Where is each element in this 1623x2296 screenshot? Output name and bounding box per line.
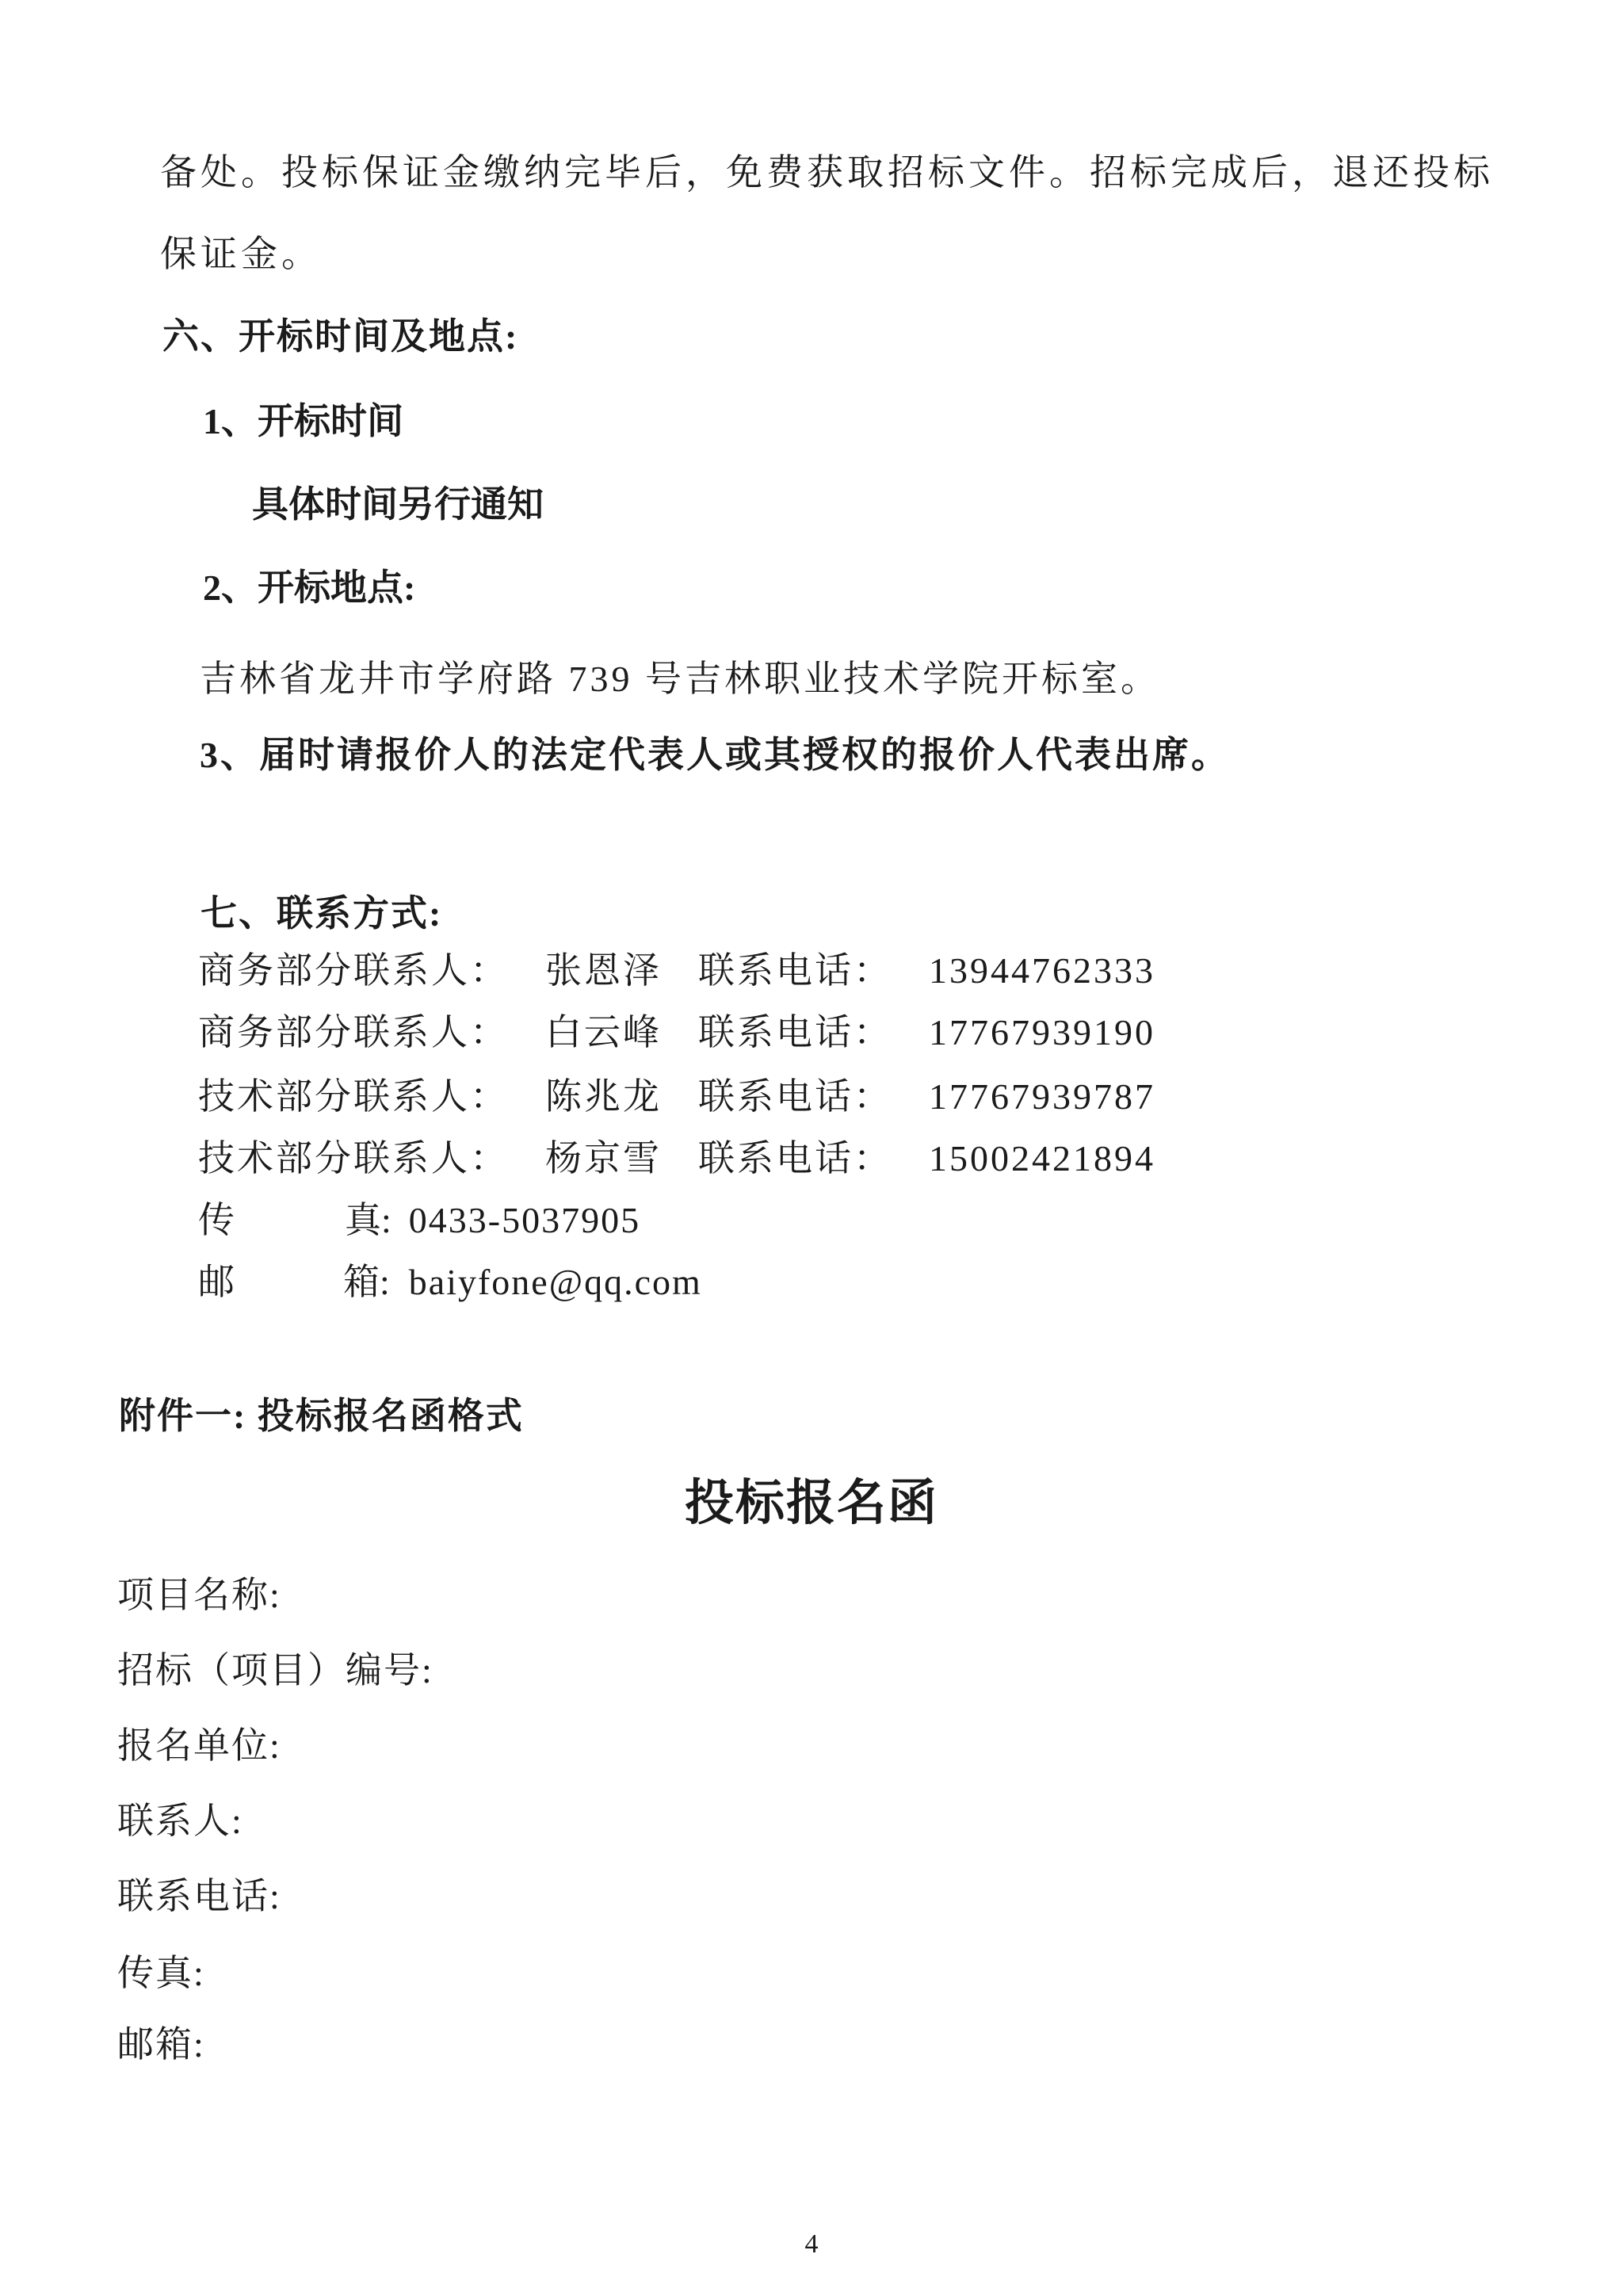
form-field-contact-person: 联系人: bbox=[117, 1801, 243, 1841]
form-field-fax: 传真: bbox=[117, 1953, 205, 1993]
form-field-contact-phone: 联系电话: bbox=[117, 1876, 281, 1916]
section-6-item-3: 3、届时请报价人的法定代表人或其授权的报价人代表出席。 bbox=[200, 735, 1230, 775]
contact-phone-label: 联系电话： bbox=[698, 1076, 892, 1117]
contact-row bbox=[198, 1076, 1155, 1118]
attachment-title: 投标报名函 bbox=[684, 1477, 938, 1530]
fax-label-end: 真: bbox=[345, 1200, 391, 1240]
email-label-end: 箱: bbox=[343, 1262, 390, 1302]
contact-phone-label: 联系电话： bbox=[698, 1138, 892, 1179]
email-label-start: 邮 bbox=[198, 1262, 235, 1302]
section-6-item-1: 1、开标时间 bbox=[203, 401, 403, 441]
contact-label: 商务部分联系人： bbox=[198, 1012, 509, 1052]
section-6-item-1-note: 具体时间另行通知 bbox=[252, 484, 544, 525]
contact-row bbox=[198, 1012, 1155, 1054]
form-field-applicant-unit: 报名单位: bbox=[117, 1725, 281, 1766]
fax-label-start: 传 bbox=[198, 1200, 235, 1240]
paragraph-line: 保证金。 bbox=[160, 234, 322, 274]
form-field-tender-number: 招标（项目）编号: bbox=[117, 1650, 433, 1690]
section-6-heading: 六、开标时间及地点: bbox=[162, 316, 519, 357]
contact-name: 白云峰 bbox=[545, 1012, 662, 1052]
section-6-item-2: 2、开标地点: bbox=[203, 567, 416, 608]
contact-name: 杨京雪 bbox=[545, 1138, 662, 1179]
contact-phone-label: 联系电话： bbox=[698, 1012, 892, 1052]
fax-row bbox=[198, 1200, 640, 1242]
page-number: 4 bbox=[804, 2229, 819, 2259]
form-field-project-name: 项目名称: bbox=[117, 1575, 281, 1615]
contact-name: 张恩泽 bbox=[545, 950, 662, 991]
section-7-heading: 七、联系方式: bbox=[200, 893, 443, 934]
form-field-email: 邮箱: bbox=[117, 2024, 205, 2065]
paragraph-line: 备处。投标保证金缴纳完毕后，免费获取招标文件。招标完成后，退还投标 bbox=[160, 152, 1494, 193]
email-address: baiyfone@qq.com bbox=[408, 1262, 702, 1302]
fax-number: 0433-5037905 bbox=[408, 1200, 641, 1240]
contact-label: 技术部分联系人： bbox=[198, 1076, 509, 1117]
contact-phone-label: 联系电话： bbox=[698, 950, 892, 991]
contact-row bbox=[198, 1138, 1155, 1180]
contact-row bbox=[198, 950, 1155, 992]
contact-phone-number: 17767939787 bbox=[929, 1076, 1155, 1117]
section-6-address: 吉林省龙井市学府路 739 号吉林职业技术学院开标室。 bbox=[200, 659, 1160, 699]
contact-label: 商务部分联系人： bbox=[198, 950, 509, 991]
contact-phone-number: 13944762333 bbox=[929, 950, 1155, 991]
email-row bbox=[198, 1262, 702, 1304]
contact-label: 技术部分联系人： bbox=[198, 1138, 509, 1179]
contact-name: 陈兆龙 bbox=[545, 1076, 662, 1117]
contact-phone-number: 17767939190 bbox=[929, 1012, 1155, 1052]
contact-phone-number: 15002421894 bbox=[929, 1138, 1155, 1179]
attachment-heading: 附件一: 投标报名函格式 bbox=[119, 1396, 524, 1436]
